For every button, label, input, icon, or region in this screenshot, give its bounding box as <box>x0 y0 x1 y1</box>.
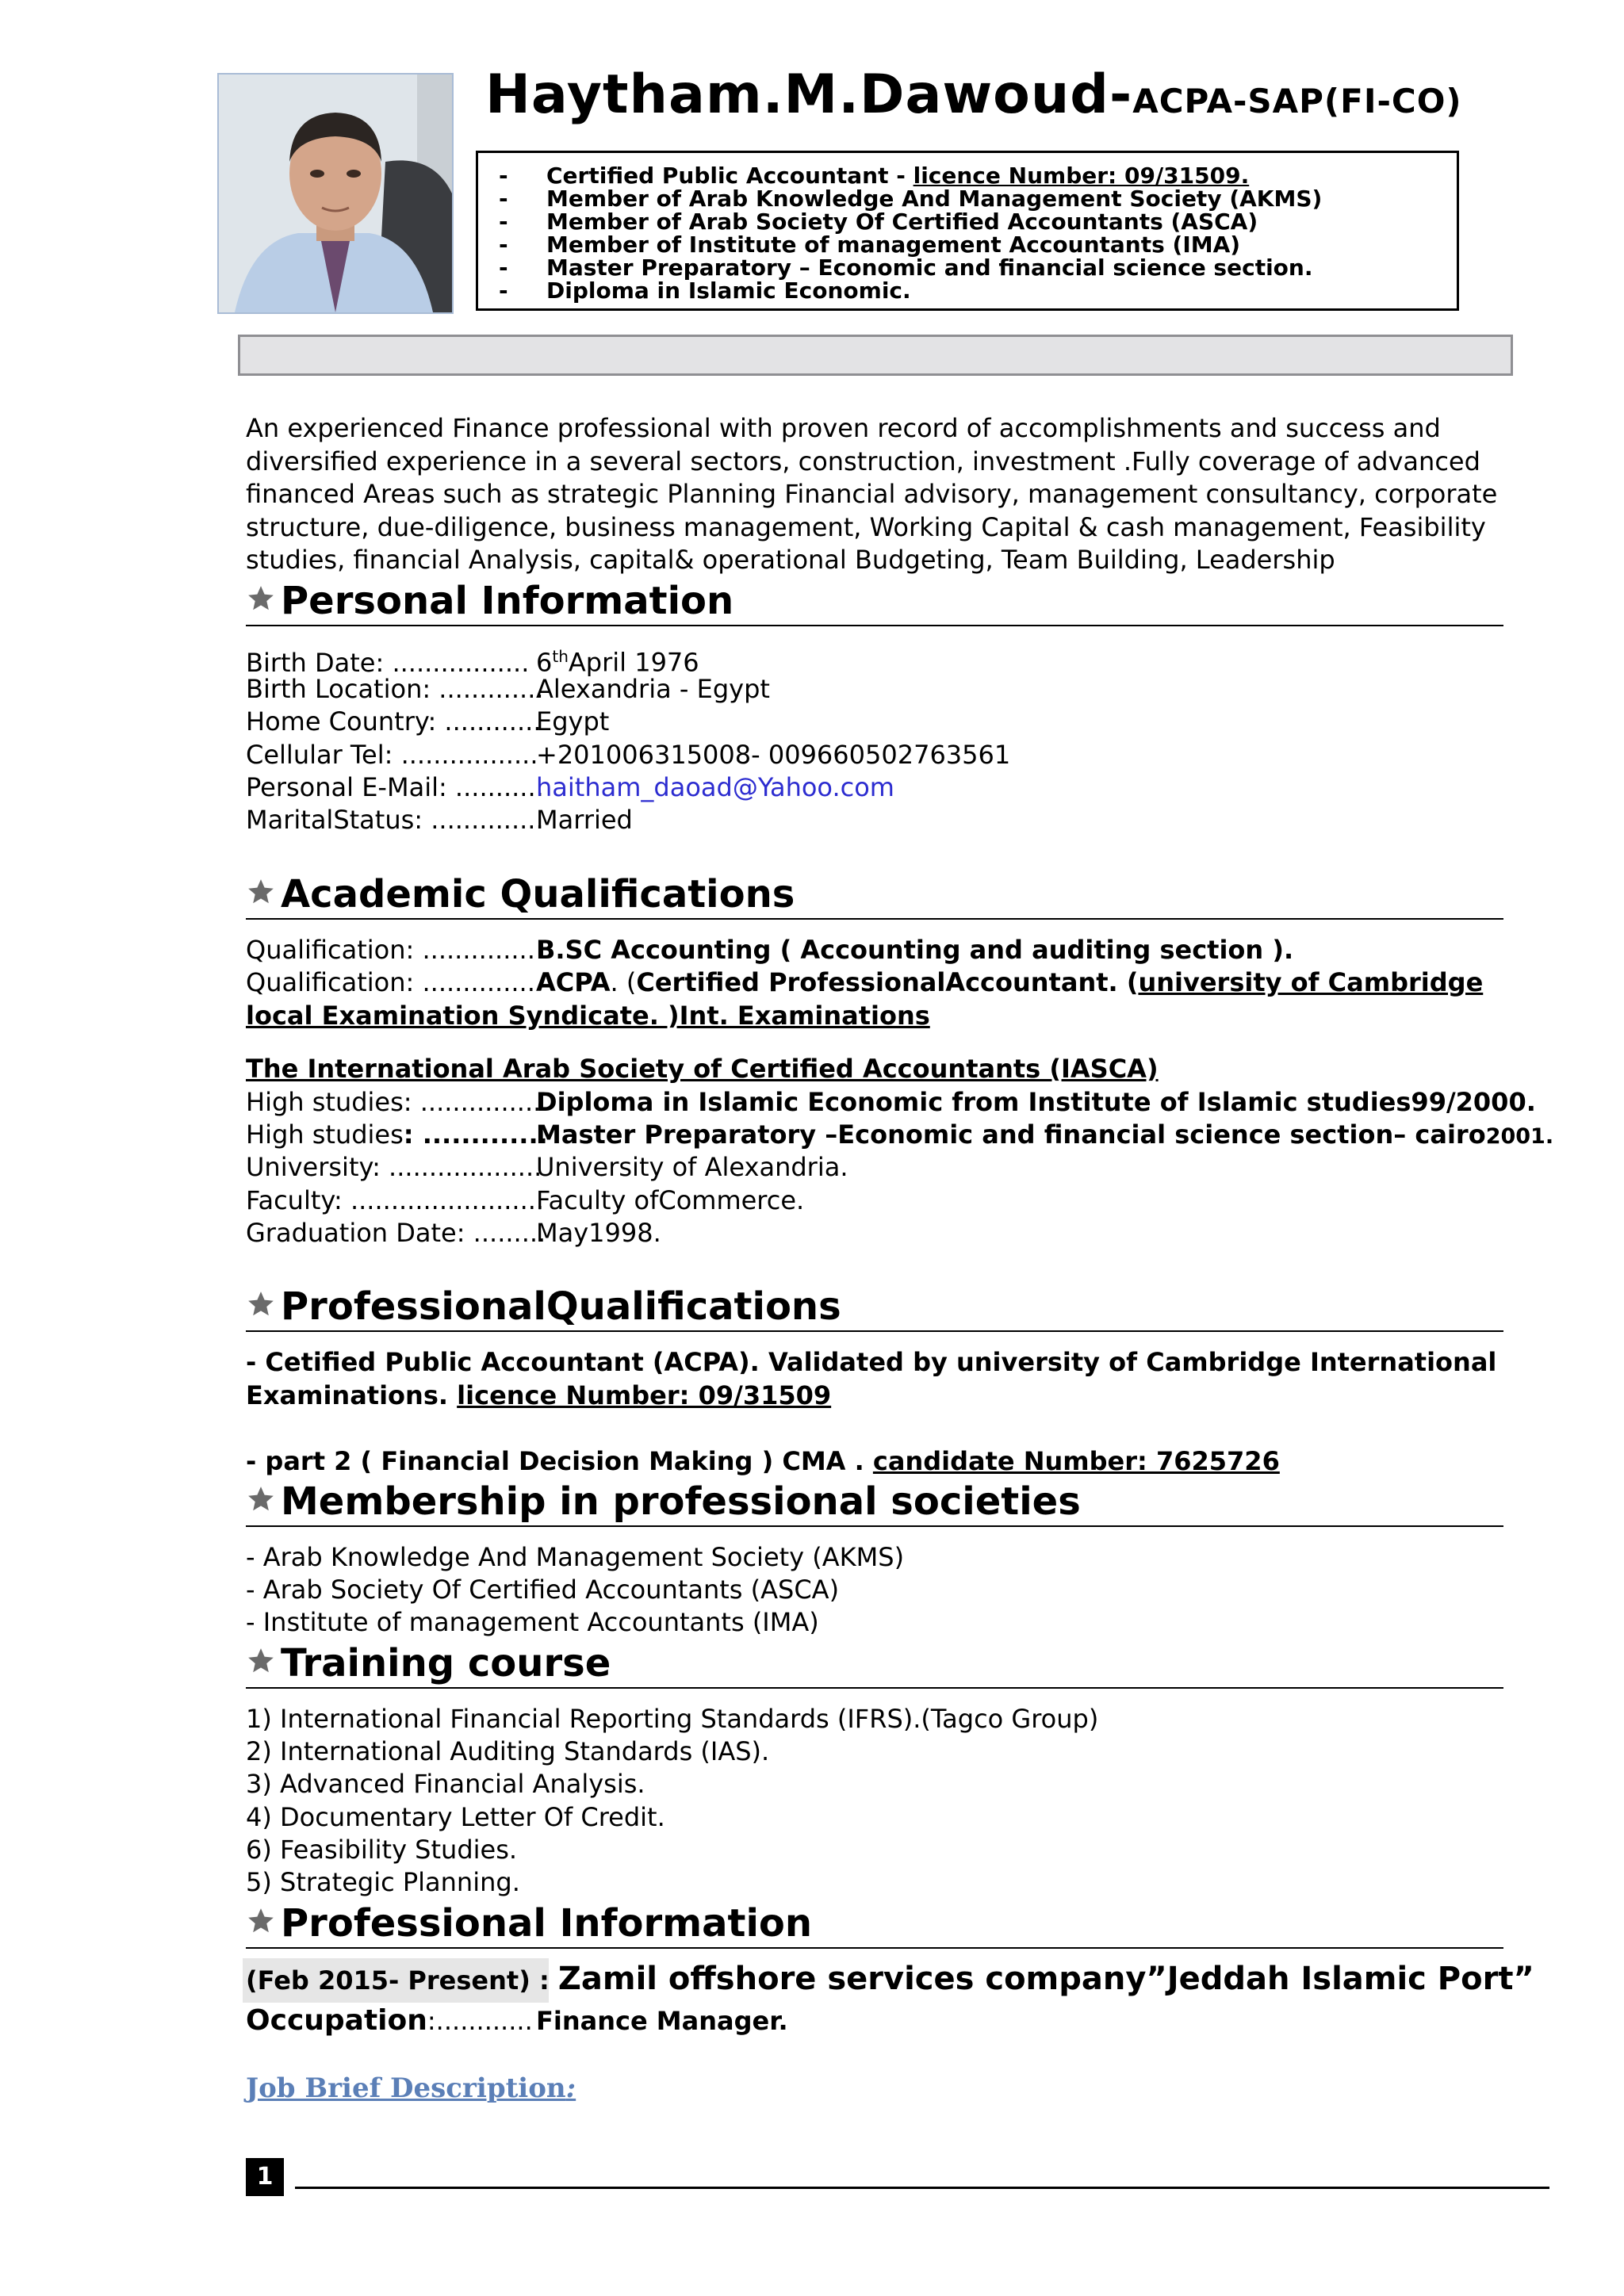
licence-number: licence Number: 09/31509 <box>457 1380 832 1410</box>
credential-text: Member of Institute of management Accountants (IMA) <box>546 232 1241 258</box>
person-portrait-icon <box>219 75 452 312</box>
list-item: - Arab Knowledge And Management Society (AKMS) <box>246 1542 905 1572</box>
company-name: Zamil offshore services company”Jeddah Islamic Port” <box>557 1961 1534 1997</box>
university-name: university of Cambridge <box>1138 967 1484 997</box>
section-membership <box>246 1476 1503 1527</box>
cellular-row <box>246 739 1010 772</box>
high-studies-row <box>246 1086 1536 1119</box>
field-label: Birth Date: ................. <box>246 647 530 678</box>
credential-text: Member of Arab Knowledge And Management Society (AKMS) <box>546 186 1323 212</box>
section-title: Membership in professional societies <box>281 1479 1081 1524</box>
list-item: 6) Feasibility Studies. <box>246 1835 518 1865</box>
page-number: 1 <box>246 2158 284 2196</box>
field-value: Alexandria - Egypt <box>536 674 770 704</box>
list-item: 5) Strategic Planning. <box>246 1867 520 1897</box>
field-value: Finance Manager. <box>536 2006 788 2036</box>
star-icon <box>246 584 276 614</box>
list-item: - Institute of management Accountants (IMA) <box>246 1607 819 1637</box>
summary-line: structure, due-diligence, business management, Working Capital & cash management, Feasibility <box>246 511 1486 542</box>
field-value: Diploma in Islamic Economic from Institute of Islamic studies99/2000. <box>536 1087 1536 1117</box>
section-title: Academic Qualifications <box>281 872 795 916</box>
list-item: 1) International Financial Reporting Standards (IFRS).(Tagco Group) <box>246 1704 1099 1734</box>
punctuation: : <box>565 2072 576 2104</box>
graduation-row <box>246 1217 661 1250</box>
list-item: 2) International Auditing Standards (IAS). <box>246 1736 770 1766</box>
qualification-continuation: local Examination Syndicate. )Int. Examinations <box>246 1001 930 1031</box>
field-value: Faculty ofCommerce. <box>536 1185 805 1215</box>
text: - part 2 ( Financial Decision Making ) CMA . <box>246 1446 873 1476</box>
field-value: April 1976 <box>568 647 699 678</box>
star-icon <box>246 1646 276 1676</box>
section-professional-information <box>246 1898 1503 1949</box>
name-main: Haytham.M.Dawoud- <box>485 63 1133 126</box>
credential-item: - Member of Arab Society Of Certified Accountants (ASCA) <box>499 209 1258 235</box>
star-icon <box>246 1906 276 1936</box>
field-value: +201006315008- 009660502763561 <box>536 740 1011 770</box>
ordinal-suffix: th <box>552 647 569 666</box>
email-link[interactable]: haitham_daoad@Yahoo.com <box>536 772 894 802</box>
credential-text: Certified Public Accountant - <box>546 163 914 189</box>
field-value: Egypt <box>536 706 610 737</box>
footer-rule <box>295 2187 1549 2189</box>
field-dots: : ............. <box>403 1119 548 1150</box>
employment-row <box>246 1963 1534 1998</box>
email-row <box>246 771 894 805</box>
credential-item: - Member of Arab Knowledge And Management Society (AKMS) <box>499 186 1323 212</box>
field-label: Occupation <box>246 2004 427 2037</box>
candidate-number: candidate Number: 7625726 <box>872 1446 1280 1476</box>
qualification-row <box>246 934 1293 967</box>
field-label: High studies: ............... <box>246 1087 542 1117</box>
licence-number: licence Number: 09/31509. <box>913 163 1250 189</box>
summary-line: An experienced Finance professional with proven record of accomplishments and success and <box>246 413 1441 443</box>
field-label: Cellular Tel: ................. <box>246 740 538 770</box>
field-label: Graduation Date: ......... <box>246 1218 546 1248</box>
section-professional-qualifications <box>246 1281 1503 1332</box>
summary-line: studies, financial Analysis, capital& operational Budgeting, Team Building, Leadership <box>246 545 1335 575</box>
star-icon <box>246 877 276 907</box>
employment-period: (Feb 2015- Present) : <box>246 1965 558 1996</box>
field-value: University of Alexandria. <box>536 1152 848 1182</box>
list-item: - Arab Society Of Certified Accountants (ASCA) <box>246 1575 840 1605</box>
field-value: 6 <box>536 647 553 678</box>
field-value: Certified ProfessionalAccountant. ( <box>636 967 1139 997</box>
field-label: High studies <box>246 1119 404 1150</box>
candidate-name <box>485 63 1462 126</box>
field-year: 2001. <box>1485 1124 1554 1149</box>
credential-text: Master Preparatory – Economic and financial science section. <box>546 254 1313 281</box>
field-value: Married <box>536 805 633 835</box>
field-label: Faculty: ........................ <box>246 1185 545 1215</box>
header-divider-bar <box>238 335 1513 376</box>
field-label: Personal E-Mail: ........... <box>246 772 544 802</box>
star-icon <box>246 1289 276 1319</box>
credential-item: - Diploma in Islamic Economic. <box>499 277 911 304</box>
acpa-line: - Cetified Public Accountant (ACPA). Validated by university of Cambridge International <box>246 1347 1497 1377</box>
field-value: B.SC Accounting ( Accounting and auditing section ). <box>536 935 1294 965</box>
field-label: Birth Location: ............. <box>246 674 544 704</box>
section-academic-qualifications <box>246 869 1503 920</box>
credential-item: - Master Preparatory – Economic and financial science section. <box>499 254 1313 281</box>
occupation-row <box>246 2004 788 2038</box>
credential-text: Member of Arab Society Of Certified Accountants (ASCA) <box>546 209 1258 235</box>
faculty-row <box>246 1184 804 1218</box>
field-dots: :............ <box>427 2006 533 2036</box>
section-title: Professional Information <box>281 1901 813 1946</box>
section-title: ProfessionalQualifications <box>281 1284 841 1329</box>
field-label: MaritalStatus: .............. <box>246 805 544 835</box>
high-studies-row <box>246 1119 1553 1154</box>
job-brief-heading <box>246 2072 576 2104</box>
summary-line: financed Areas such as strategic Planning Financial advisory, management consultancy, corporate <box>246 479 1498 509</box>
list-item: 3) Advanced Financial Analysis. <box>246 1769 645 1799</box>
credentials-box <box>476 151 1459 311</box>
section-training-course <box>246 1638 1503 1689</box>
credential-item: - Member of Institute of management Accountants (IMA) <box>499 232 1241 258</box>
text: Examinations. <box>246 1380 458 1410</box>
field-label: Qualification: .............. <box>246 935 535 965</box>
field-label: University: ................... <box>246 1152 542 1182</box>
home-country-row <box>246 706 609 739</box>
section-personal-information <box>246 576 1503 626</box>
list-item: 4) Documentary Letter Of Credit. <box>246 1802 665 1832</box>
birth-location-row <box>246 673 770 706</box>
marital-row <box>246 804 633 837</box>
credential-text: Diploma in Islamic Economic. <box>546 277 911 304</box>
credential-item: - Certified Public Accountant - licence Number: 09/31509. <box>499 163 1250 189</box>
section-title: Training course <box>281 1641 611 1686</box>
star-icon <box>246 1484 276 1514</box>
field-value: ACPA <box>536 967 611 997</box>
section-title: Personal Information <box>281 579 734 623</box>
text: Job Brief Description <box>246 2072 566 2104</box>
summary-line: diversified experience in a several sectors, construction, investment .Fully coverage of advanced <box>246 446 1480 476</box>
field-label: Home Country: ............ <box>246 706 542 737</box>
iasca-heading: The International Arab Society of Certified Accountants (IASCA) <box>246 1054 1159 1084</box>
acpa-licence-line <box>246 1380 831 1413</box>
punctuation: . ( <box>610 967 637 997</box>
qualification-row <box>246 966 1483 1000</box>
summary-paragraph <box>246 412 1497 577</box>
university-row <box>246 1151 848 1184</box>
field-label: Qualification: .............. <box>246 967 535 997</box>
name-credentials: ACPA-SAP(FI-CO) <box>1132 82 1462 121</box>
cma-line <box>246 1445 1280 1479</box>
field-value: May1998. <box>536 1218 661 1248</box>
field-value: Master Preparatory –Economic and financial science section– cairo <box>536 1119 1486 1150</box>
profile-photo <box>217 73 454 314</box>
